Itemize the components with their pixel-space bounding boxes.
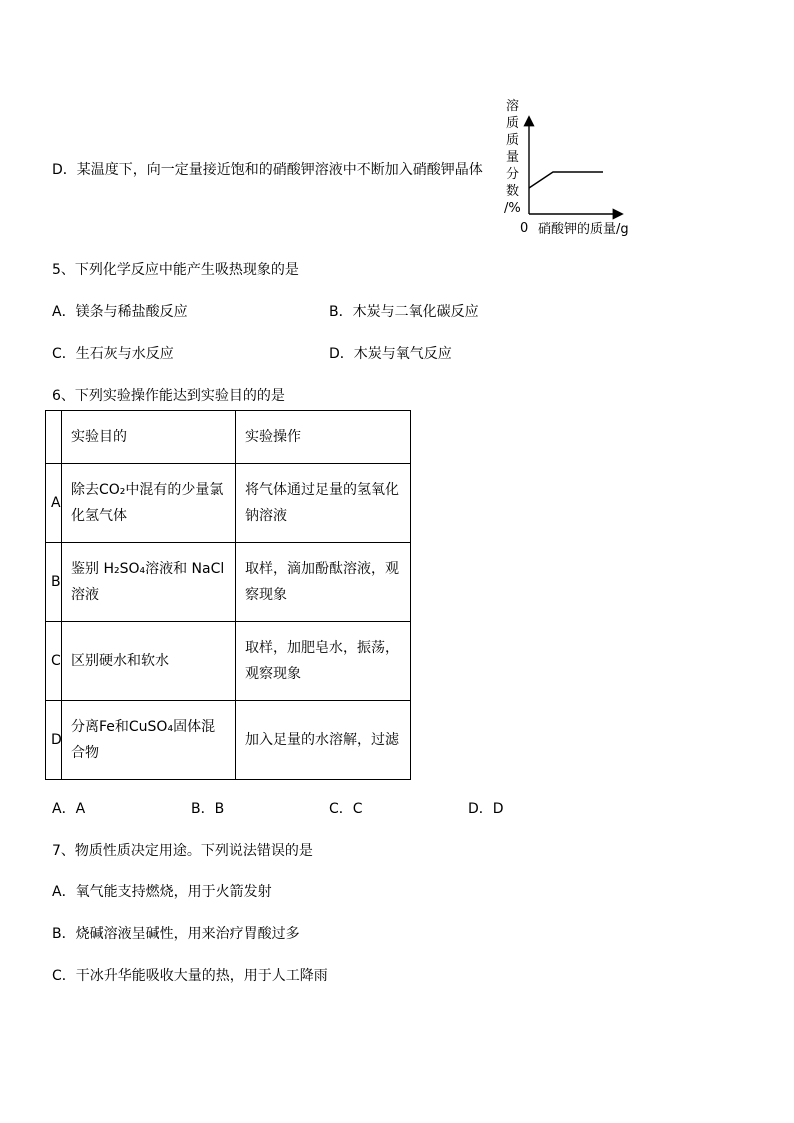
row-purpose: 鉴别 H₂SO₄溶液和 NaCl溶液	[62, 543, 236, 622]
y-axis-label-char: /%	[504, 201, 521, 216]
y-axis-label-char: 质	[506, 116, 520, 131]
q6-option-d: D．D	[468, 801, 504, 817]
row-operation: 加入足量的水溶解，过滤	[236, 701, 411, 780]
q6-table	[45, 410, 411, 780]
row-label: D	[46, 701, 62, 780]
data-line	[529, 172, 603, 188]
row-purpose: 分离Fe和CuSO₄固体混合物	[62, 701, 236, 780]
row-operation: 取样，滴加酚酞溶液，观察现象	[236, 543, 411, 622]
y-axis-label-char: 分	[506, 167, 520, 182]
header-operation: 实验操作	[236, 411, 411, 464]
q5-option-b: B．木炭与二氧化碳反应	[329, 304, 479, 320]
table-row	[46, 543, 411, 622]
table-header-row	[46, 411, 411, 464]
q5-option-a: A．镁条与稀盐酸反应	[52, 304, 188, 320]
row-operation: 将气体通过足量的氢氧化钠溶液	[236, 464, 411, 543]
origin-label: 0	[520, 221, 529, 236]
q6-option-a: A．A	[52, 801, 86, 817]
q7-option-a: A．氧气能支持燃烧，用于火箭发射	[52, 884, 272, 900]
q5-option-d: D．木炭与氧气反应	[329, 346, 452, 362]
q5-option-c: C．生石灰与水反应	[52, 346, 174, 362]
row-label: C	[46, 622, 62, 701]
q6-option-b: B．B	[191, 801, 225, 817]
header-purpose: 实验目的	[62, 411, 236, 464]
row-purpose: 除去CO₂中混有的少量氯化氢气体	[62, 464, 236, 543]
row-label: B	[46, 543, 62, 622]
row-operation: 取样，加肥皂水，振荡，观察现象	[236, 622, 411, 701]
y-axis-label-char: 量	[506, 150, 520, 165]
q5-stem: 5、下列化学反应中能产生吸热现象的是	[52, 262, 299, 278]
row-label: A	[46, 464, 62, 543]
y-axis-label-char: 质	[506, 133, 520, 148]
solubility-chart	[496, 96, 646, 241]
y-axis-label-char: 溶	[506, 99, 520, 114]
table-row	[46, 464, 411, 543]
table-row	[46, 701, 411, 780]
q4-option-d: D．某温度下，向一定量接近饱和的硝酸钾溶液中不断加入硝酸钾晶体	[52, 162, 483, 178]
q6-option-c: C．C	[329, 801, 363, 817]
q7-stem: 7、物质性质决定用途。下列说法错误的是	[52, 843, 313, 859]
table-row	[46, 622, 411, 701]
row-purpose: 区别硬水和软水	[62, 622, 236, 701]
y-axis-label-char: 数	[506, 184, 520, 199]
q7-option-c: C．干冰升华能吸收大量的热，用于人工降雨	[52, 968, 328, 984]
q7-option-b: B．烧碱溶液呈碱性，用来治疗胃酸过多	[52, 926, 300, 942]
x-axis-label: 硝酸钾的质量/g	[538, 222, 629, 237]
q6-stem: 6、下列实验操作能达到实验目的的是	[52, 388, 285, 404]
header-blank	[46, 411, 62, 464]
